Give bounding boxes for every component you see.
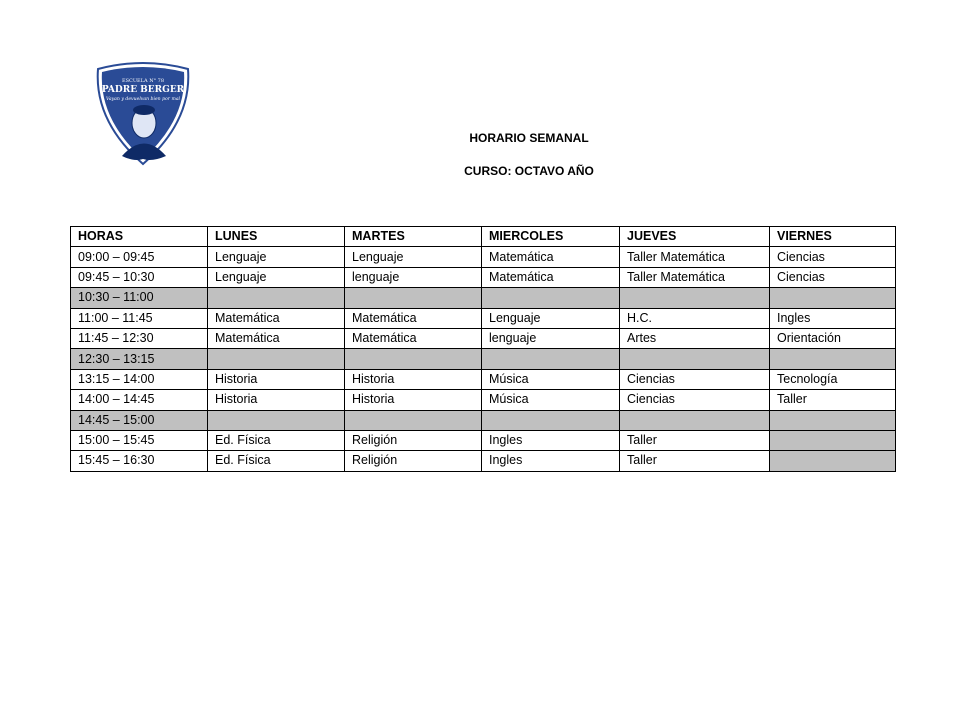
subject-cell xyxy=(482,410,620,430)
table-row xyxy=(71,451,896,471)
subject-cell: Orientación xyxy=(770,328,896,348)
subject-cell: Ingles xyxy=(482,451,620,471)
subject-cell: Ciencias xyxy=(620,369,770,389)
subject-cell: Artes xyxy=(620,328,770,348)
time-slot-cell: 15:45 – 16:30 xyxy=(71,451,208,471)
subject-cell xyxy=(482,288,620,308)
table-row xyxy=(71,390,896,410)
logo-motto: Vayan y devuelvan bien por mal xyxy=(105,97,181,102)
table-row xyxy=(71,267,896,287)
subject-cell: Taller xyxy=(620,430,770,450)
logo-line-school-name: PADRE BERGER xyxy=(101,85,185,95)
subject-cell xyxy=(482,349,620,369)
subject-cell: Historia xyxy=(345,369,482,389)
subject-cell: Matemática xyxy=(208,308,345,328)
table-row xyxy=(71,430,896,450)
column-header: JUEVES xyxy=(620,227,770,247)
table-row xyxy=(71,349,896,369)
subject-cell: H.C. xyxy=(620,308,770,328)
table-row xyxy=(71,308,896,328)
subject-cell: Matemática xyxy=(345,328,482,348)
subject-cell xyxy=(345,349,482,369)
subject-cell: Matemática xyxy=(208,328,345,348)
column-header: VIERNES xyxy=(770,227,896,247)
time-slot-cell: 11:00 – 11:45 xyxy=(71,308,208,328)
subject-cell: Historia xyxy=(208,369,345,389)
subject-cell: Ciencias xyxy=(770,267,896,287)
subject-cell xyxy=(620,410,770,430)
subject-cell: Historia xyxy=(208,390,345,410)
column-header: MIERCOLES xyxy=(482,227,620,247)
subject-cell: Historia xyxy=(345,390,482,410)
subject-cell: Lenguaje xyxy=(208,247,345,267)
time-slot-cell: 09:45 – 10:30 xyxy=(71,267,208,287)
subject-cell: Ingles xyxy=(770,308,896,328)
subject-cell: Ingles xyxy=(482,430,620,450)
subject-cell: Tecnología xyxy=(770,369,896,389)
subject-cell xyxy=(208,410,345,430)
subject-cell: Lenguaje xyxy=(345,247,482,267)
subject-cell xyxy=(770,410,896,430)
table-row xyxy=(71,288,896,308)
subject-cell: Taller xyxy=(770,390,896,410)
time-slot-cell: 11:45 – 12:30 xyxy=(71,328,208,348)
subject-cell: Taller Matemática xyxy=(620,267,770,287)
subject-cell: Religión xyxy=(345,430,482,450)
weekly-schedule-table xyxy=(70,226,896,472)
subject-cell xyxy=(620,349,770,369)
subject-cell xyxy=(770,349,896,369)
subject-cell xyxy=(208,288,345,308)
subject-cell: Taller xyxy=(620,451,770,471)
table-row xyxy=(71,247,896,267)
subject-cell: Ciencias xyxy=(620,390,770,410)
subject-cell: lenguaje xyxy=(345,267,482,287)
subject-cell: Ed. Física xyxy=(208,451,345,471)
subject-cell xyxy=(770,451,896,471)
subject-cell: Matemática xyxy=(482,267,620,287)
subject-cell: Música xyxy=(482,390,620,410)
column-header: HORAS xyxy=(71,227,208,247)
logo-line-school-number: ESCUELA N° 78 xyxy=(121,78,165,84)
subject-cell xyxy=(345,410,482,430)
table-row xyxy=(71,410,896,430)
time-slot-cell: 14:45 – 15:00 xyxy=(71,410,208,430)
subject-cell: Taller Matemática xyxy=(620,247,770,267)
time-slot-cell: 14:00 – 14:45 xyxy=(71,390,208,410)
subject-cell: Ciencias xyxy=(770,247,896,267)
subject-cell: Ed. Física xyxy=(208,430,345,450)
subject-cell xyxy=(620,288,770,308)
subject-cell xyxy=(208,349,345,369)
time-slot-cell: 12:30 – 13:15 xyxy=(71,349,208,369)
subject-cell: lenguaje xyxy=(482,328,620,348)
table-row xyxy=(71,369,896,389)
subject-cell: Religión xyxy=(345,451,482,471)
subject-cell: Matemática xyxy=(482,247,620,267)
subject-cell xyxy=(770,430,896,450)
time-slot-cell: 10:30 – 11:00 xyxy=(71,288,208,308)
table-row xyxy=(71,328,896,348)
page-title: HORARIO SEMANAL xyxy=(469,131,589,145)
table-header-row xyxy=(71,227,896,247)
time-slot-cell: 15:00 – 15:45 xyxy=(71,430,208,450)
subject-cell xyxy=(345,288,482,308)
subject-cell: Lenguaje xyxy=(208,267,345,287)
column-header: LUNES xyxy=(208,227,345,247)
time-slot-cell: 13:15 – 14:00 xyxy=(71,369,208,389)
column-header: MARTES xyxy=(345,227,482,247)
time-slot-cell: 09:00 – 09:45 xyxy=(71,247,208,267)
subject-cell: Lenguaje xyxy=(482,308,620,328)
subject-cell xyxy=(770,288,896,308)
subject-cell: Música xyxy=(482,369,620,389)
school-crest-logo xyxy=(92,61,194,167)
course-subtitle: CURSO: OCTAVO AÑO xyxy=(464,164,594,178)
subject-cell: Matemática xyxy=(345,308,482,328)
